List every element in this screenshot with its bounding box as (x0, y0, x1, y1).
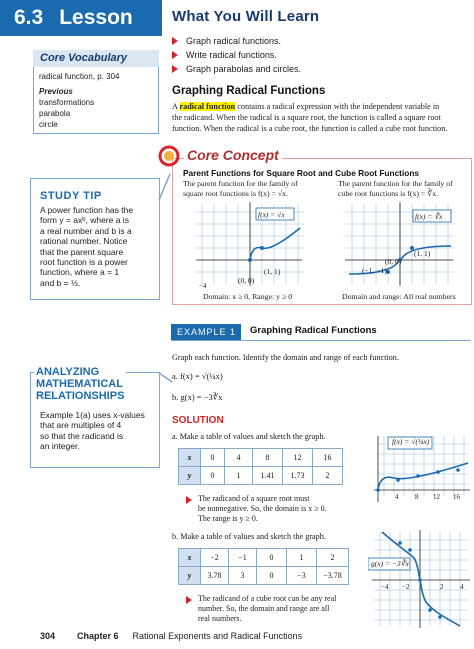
study-tip-pointer (158, 172, 172, 202)
left-text: square root functions is f(x) = √x. (183, 189, 289, 198)
lesson-number: 6.3 (14, 6, 44, 29)
goal-item: Write radical functions. (172, 50, 277, 60)
red-arrow-icon (172, 37, 178, 45)
point-label: (0, 0) (238, 276, 255, 285)
chapter-label: Chapter 6 (77, 631, 119, 641)
lesson-word: Lesson (59, 6, 133, 29)
analyzing-title: ANALYZING MATHEMATICAL RELATIONSHIPS (36, 366, 125, 402)
tick-label: 16 (453, 493, 460, 501)
goal-item: Graph radical functions. (172, 36, 281, 46)
tick-label: −2 (402, 583, 410, 591)
definition-line: A radical function contains a radical expression with the independent variable in (172, 102, 440, 111)
step-a: a. Make a table of values and sketch the graph. (172, 432, 326, 441)
graph-a-label: f(x) = √(¼x) (392, 437, 430, 446)
point-label: (0, 0) (385, 257, 402, 266)
page-number: 304 (40, 631, 56, 641)
table-row: x −2 −1 0 1 2 (179, 549, 349, 567)
example-prompt: Graph each function. Identify the domain and range of each function. (172, 353, 399, 362)
tick-label: 4 (460, 583, 464, 591)
note-b: The radicand of a cube root can be any real number. So, the domain and range are all real numbers. (186, 594, 336, 624)
right-text: cube root functions is f(x) = ∛x. (338, 189, 439, 198)
left-text: The parent function for the family of (183, 179, 298, 188)
red-arrow-icon (172, 51, 178, 59)
vocab-previous-label: Previous (39, 87, 73, 96)
table-row: x 0 4 8 12 16 (179, 449, 343, 467)
note-a: The radicand of a square root must be nonnegative. So, the domain is x ≥ 0. The range is y ≥ 0. (186, 494, 327, 524)
tick-label: −4 (381, 583, 389, 591)
table-a (178, 448, 343, 485)
tick-label: 4 (395, 493, 399, 501)
square-root-parent-graph (196, 200, 304, 288)
left-function-label: f(x) = √x (258, 210, 285, 219)
page-footer (40, 631, 302, 641)
example-part-a: a. f(x) = √(¼x) (172, 371, 223, 381)
point-label: (1, 1) (414, 249, 431, 258)
what-you-will-learn-heading: What You Will Learn (172, 8, 320, 25)
core-vocabulary-title: Core Vocabulary (40, 52, 128, 64)
example-rule (171, 340, 471, 341)
right-function-label: f(x) = ∛x (415, 212, 443, 221)
example-tab: EXAMPLE 1 (171, 324, 241, 340)
tick-label: 12 (433, 493, 440, 501)
table-row: y 0 1 1.41 1.73 2 (179, 467, 343, 485)
red-arrow-icon (186, 596, 192, 604)
core-concept-subtitle: Parent Functions for Square Root and Cube Root Functions (183, 168, 419, 178)
tick-label: 8 (415, 493, 419, 501)
lesson-tab (0, 0, 162, 36)
chapter-title: Rational Exponents and Radical Functions (132, 631, 303, 641)
goal-item: Graph parabolas and circles. (172, 64, 301, 74)
vocab-previous-item: transformations (39, 98, 95, 107)
analyzing-pointer (158, 372, 174, 384)
example-title: Graphing Radical Functions (250, 325, 377, 336)
red-arrow-icon (186, 496, 192, 504)
red-arrow-icon (172, 65, 178, 73)
point-label: (1, 1) (264, 267, 281, 276)
section-heading: Graphing Radical Functions (172, 85, 326, 97)
right-caption: Domain and range: All real numbers (342, 292, 456, 301)
study-tip-title: STUDY TIP (40, 190, 102, 202)
vocab-previous-item: parabola (39, 109, 71, 118)
step-b: b. Make a table of values and sketch the graph. (172, 532, 326, 541)
definition-line: the radicand. When the radical is a square root, the function is called a square root (172, 113, 441, 122)
highlighted-term: radical function (179, 102, 236, 111)
example-part-b: b. g(x) = −3∛x (172, 392, 223, 402)
point-label: (−1, −1) (362, 266, 387, 275)
table-row: y 3.78 3 0 −3 −3.78 (179, 567, 349, 585)
core-concept-title: Core Concept (184, 147, 282, 163)
study-tip-body: A power function has the form y = axᵇ, where a is a real number and b is a rational number. Notice that the parent square root function is a power function, where a = 1 and b = ½. (40, 205, 134, 288)
core-concept-icon (158, 145, 180, 167)
vocab-item: radical function, p. 304 (39, 72, 120, 81)
definition-line: function. When the radical is a cube root, the function is called a cube root function. (172, 124, 448, 133)
graph-b-label: g(x) = −3∛x (371, 559, 409, 568)
graph-b (368, 528, 472, 630)
vocab-previous-item: circle (39, 120, 58, 129)
tick-label: 2 (440, 583, 444, 591)
left-caption: Domain: x ≥ 0, Range: y ≥ 0 (203, 292, 293, 301)
tick-label: −4 (199, 282, 207, 290)
solution-label: SOLUTION (172, 415, 224, 426)
analyzing-body: Example 1(a) uses x-values that are multiples of 4 so that the radicand is an integer. (40, 410, 145, 452)
table-b (178, 548, 349, 585)
right-text: The parent function for the family of (338, 179, 453, 188)
